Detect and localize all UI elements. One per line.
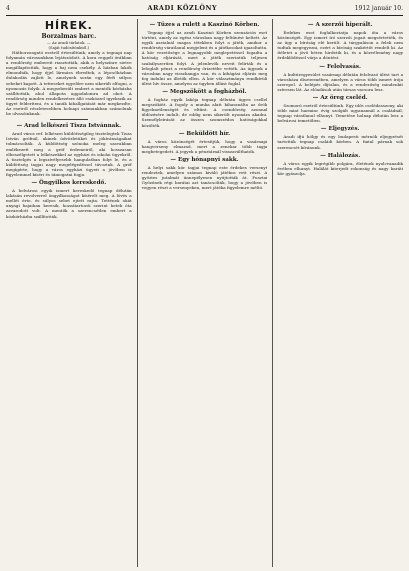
article-body: Hátborzongató esetről értesültünk, amely a tegnapi nap folyamán városunkban lejátszódott. A kora reggeli órákban a rendőrség embereit riasztották, akik a helyszínre sietve megállapították, hogy a baj nem csekély. A házban lakók elmondták, hogy éjjel lármára ébredtek, a lépcsőházban dulakodás zajlott le, amelynek során egy férfi súlyos sebeket kapott. A tetteseket egyelőre nem sikerült elfogni, a nyomozás folyik. A megsebesült embert a mentők kórházba szállították, ahol állapota aggodalomra ad okot. A rendőrség minden rendelkezésre álló eszközzel igyekszik az ügyet felderíteni, és a tanúk kihallgatását már megkezdte. Az esetről részletesebben holnapi számunkban számolunk be olvasóinknak. [6, 50, 132, 117]
article-title: Borzalmas harc. [41, 33, 97, 40]
article-title: — Beküldött hír. [178, 130, 231, 137]
article-body: Szomorú esetről értesültünk. Egy idős cselédasszony, aki több mint harminc évig szolgált ugyanannál a családnál, tegnap váratlanul elhunyt. Temetése holnap délután lesz a belvárosi temetőben. [277, 102, 404, 124]
column-2 [137, 19, 268, 567]
column-1 [6, 19, 132, 567]
article-body: Arad város ref. lelkészei küldöttségileg tisztelegtek Tisza István grófnál, akinek üdvözletüket és jókívánságaikat tolmácsolták. A küldöttség szónoka meleg szavakban emlékezett meg a gróf érdemeiről, aki hosszasan elbeszélgetett a lelkészekkel az egyházi és iskolai ügyekről. A tisztelgés a legszívélyesebb hangulatban folyt le, és a küldöttség tagjai nagy megelégedéssel távoztak. A gróf megígérte, hogy a város egyházi ügyeit a jövőben is figyelemmel kíséri és támogatni fogja. [6, 131, 132, 177]
page-number: 4 [6, 5, 10, 12]
article-title: — Az öreg cseléd. [312, 94, 368, 101]
article-body: A belvárosi egyik ismert kereskedő tegnap délután lakásán revolverrel öngyilkosságot kísérelt meg. A lövés a mellét érte, és súlyos sebet ejtett rajta. Tettének okát anyagi bajaiban keresik, hozzátartozói szerint hetek óta zavarodott volt. A mentők a szerencsétlen embert a közkórházba szállították. [6, 188, 132, 219]
article-byline: (Saját tudósítónktól.) [48, 45, 90, 50]
masthead [6, 4, 403, 14]
separator [50, 119, 88, 120]
issue-date: 1912 január 10. [354, 5, 403, 12]
article-body: Érdekes eset foglalkoztatja napok óta a város közönségét. Egy ismert író szerzői jogait megsértették, és az ügy a bíróság elé került. A tárgyaláson a felek nem tudtak megegyezni, ezért a bíróság szakértőt rendelt ki. Az ítéletet a jövő héten hirdetik ki, és a közvélemény nagy érdeklődéssel várja a döntést. [277, 30, 404, 61]
masthead-rule [6, 15, 403, 16]
article-title: — Felolvasás. [319, 63, 361, 70]
article-body: A helyi sakk kör tagjai tegnap este érdekes versenyt rendeztek, amelyen számos kiváló játékos vett részt. A győztes jutalmát ünnepélyesen nyújtották át. Pusztai Győzőnek régi barátai azt tanácsolták, hogy a jövőben is vegyen részt a versenyeken, mert játéka figyelemre méltó. [141, 164, 268, 191]
paper-title: ARADI KÖZLÖNY [147, 4, 218, 12]
article-title: — Megszökött a fogházból. [162, 89, 247, 96]
article-title: — Halálozás. [320, 152, 361, 159]
article-title: — Tüzes a rulett a Kaszinó Körben. [149, 22, 260, 28]
article-title: — A szerzői hiperált. [307, 22, 373, 28]
article-body: A város közönségét értesítjük, hogy a vasárnapi hangverseny elmarad, mert a zenekar több tagja megbetegedett. A jegyek a pénztárnál visszaválthatók. [141, 138, 268, 154]
article-title: — Egy hónapnyi sakk. [170, 156, 239, 163]
section-head: HÍREK. [44, 19, 93, 32]
article-title: — Arad lelkészei Tisza Istvánnak. [16, 123, 122, 130]
article-body: A város egyik legrégibb polgára, életének nyolcvanadik évében elhunyt. Halálát kiterjedt rokonság és nagy baráti kör gyászolja. [277, 160, 404, 176]
article-body: A kultúregyesület vasárnap délután felolvasó ülést tart a városháza dísztermében, amelyen a város több ismert írója szerepel. A belépés díjtalan, és a rendezőség mindenkit szívesen lát. Az előadások után társas vacsora lesz. [277, 71, 404, 92]
article-body: Tegnap éjjel az aradi Kaszinó Körben szenzációs eset történt, amely az egész városban nagy feltűnést keltett. Az egyik asztalnál magas tétekben folyt a játék, amikor a rendőrség váratlanul megjelent és a játékosokat igazoltatta. A kör vezetősége a legnagyobb meglepetéssel fogadta a hatóság eljárását, mert a játék szerintük teljesen szabályszerűen folyt. A jelenlevők neveit felírták és a lefoglalt pénzt a rendőrség őrizetébe vették. Az ügynek a városban nagy visszhangja van, és a kihágási eljárás meg fog indulni az illetők ellen. A kör választmánya rendkívüli ülést hív össze, amelyen az ügyben állást foglal. [141, 30, 268, 86]
article-body: Aradi ifjú hölgy és egy budapesti mérnök eljegyzését tartották tegnap családi körben. A fiatal párnak sok szerencsét kívánunk. [277, 134, 404, 150]
article-title: — Öngyilkos kereskedő. [31, 180, 107, 187]
article-body: A fogház egyik lakója tegnap délután ügyes csellel megszökött. A fogoly a munka alatt kihasználta az őrök figyelmetlenségét és eltűnt. A csendőrség azonnal üldözésére indult, de eddig nem sikerült nyomára akadni. Személyleírását az összes szomszédos hatóságokkal közölték. [141, 97, 268, 128]
article-subtitle: — Az aradi tárlatok. — [47, 40, 91, 45]
article-title: — Eljegyzés. [320, 126, 360, 133]
columns [6, 19, 403, 567]
column-3 [272, 19, 403, 567]
